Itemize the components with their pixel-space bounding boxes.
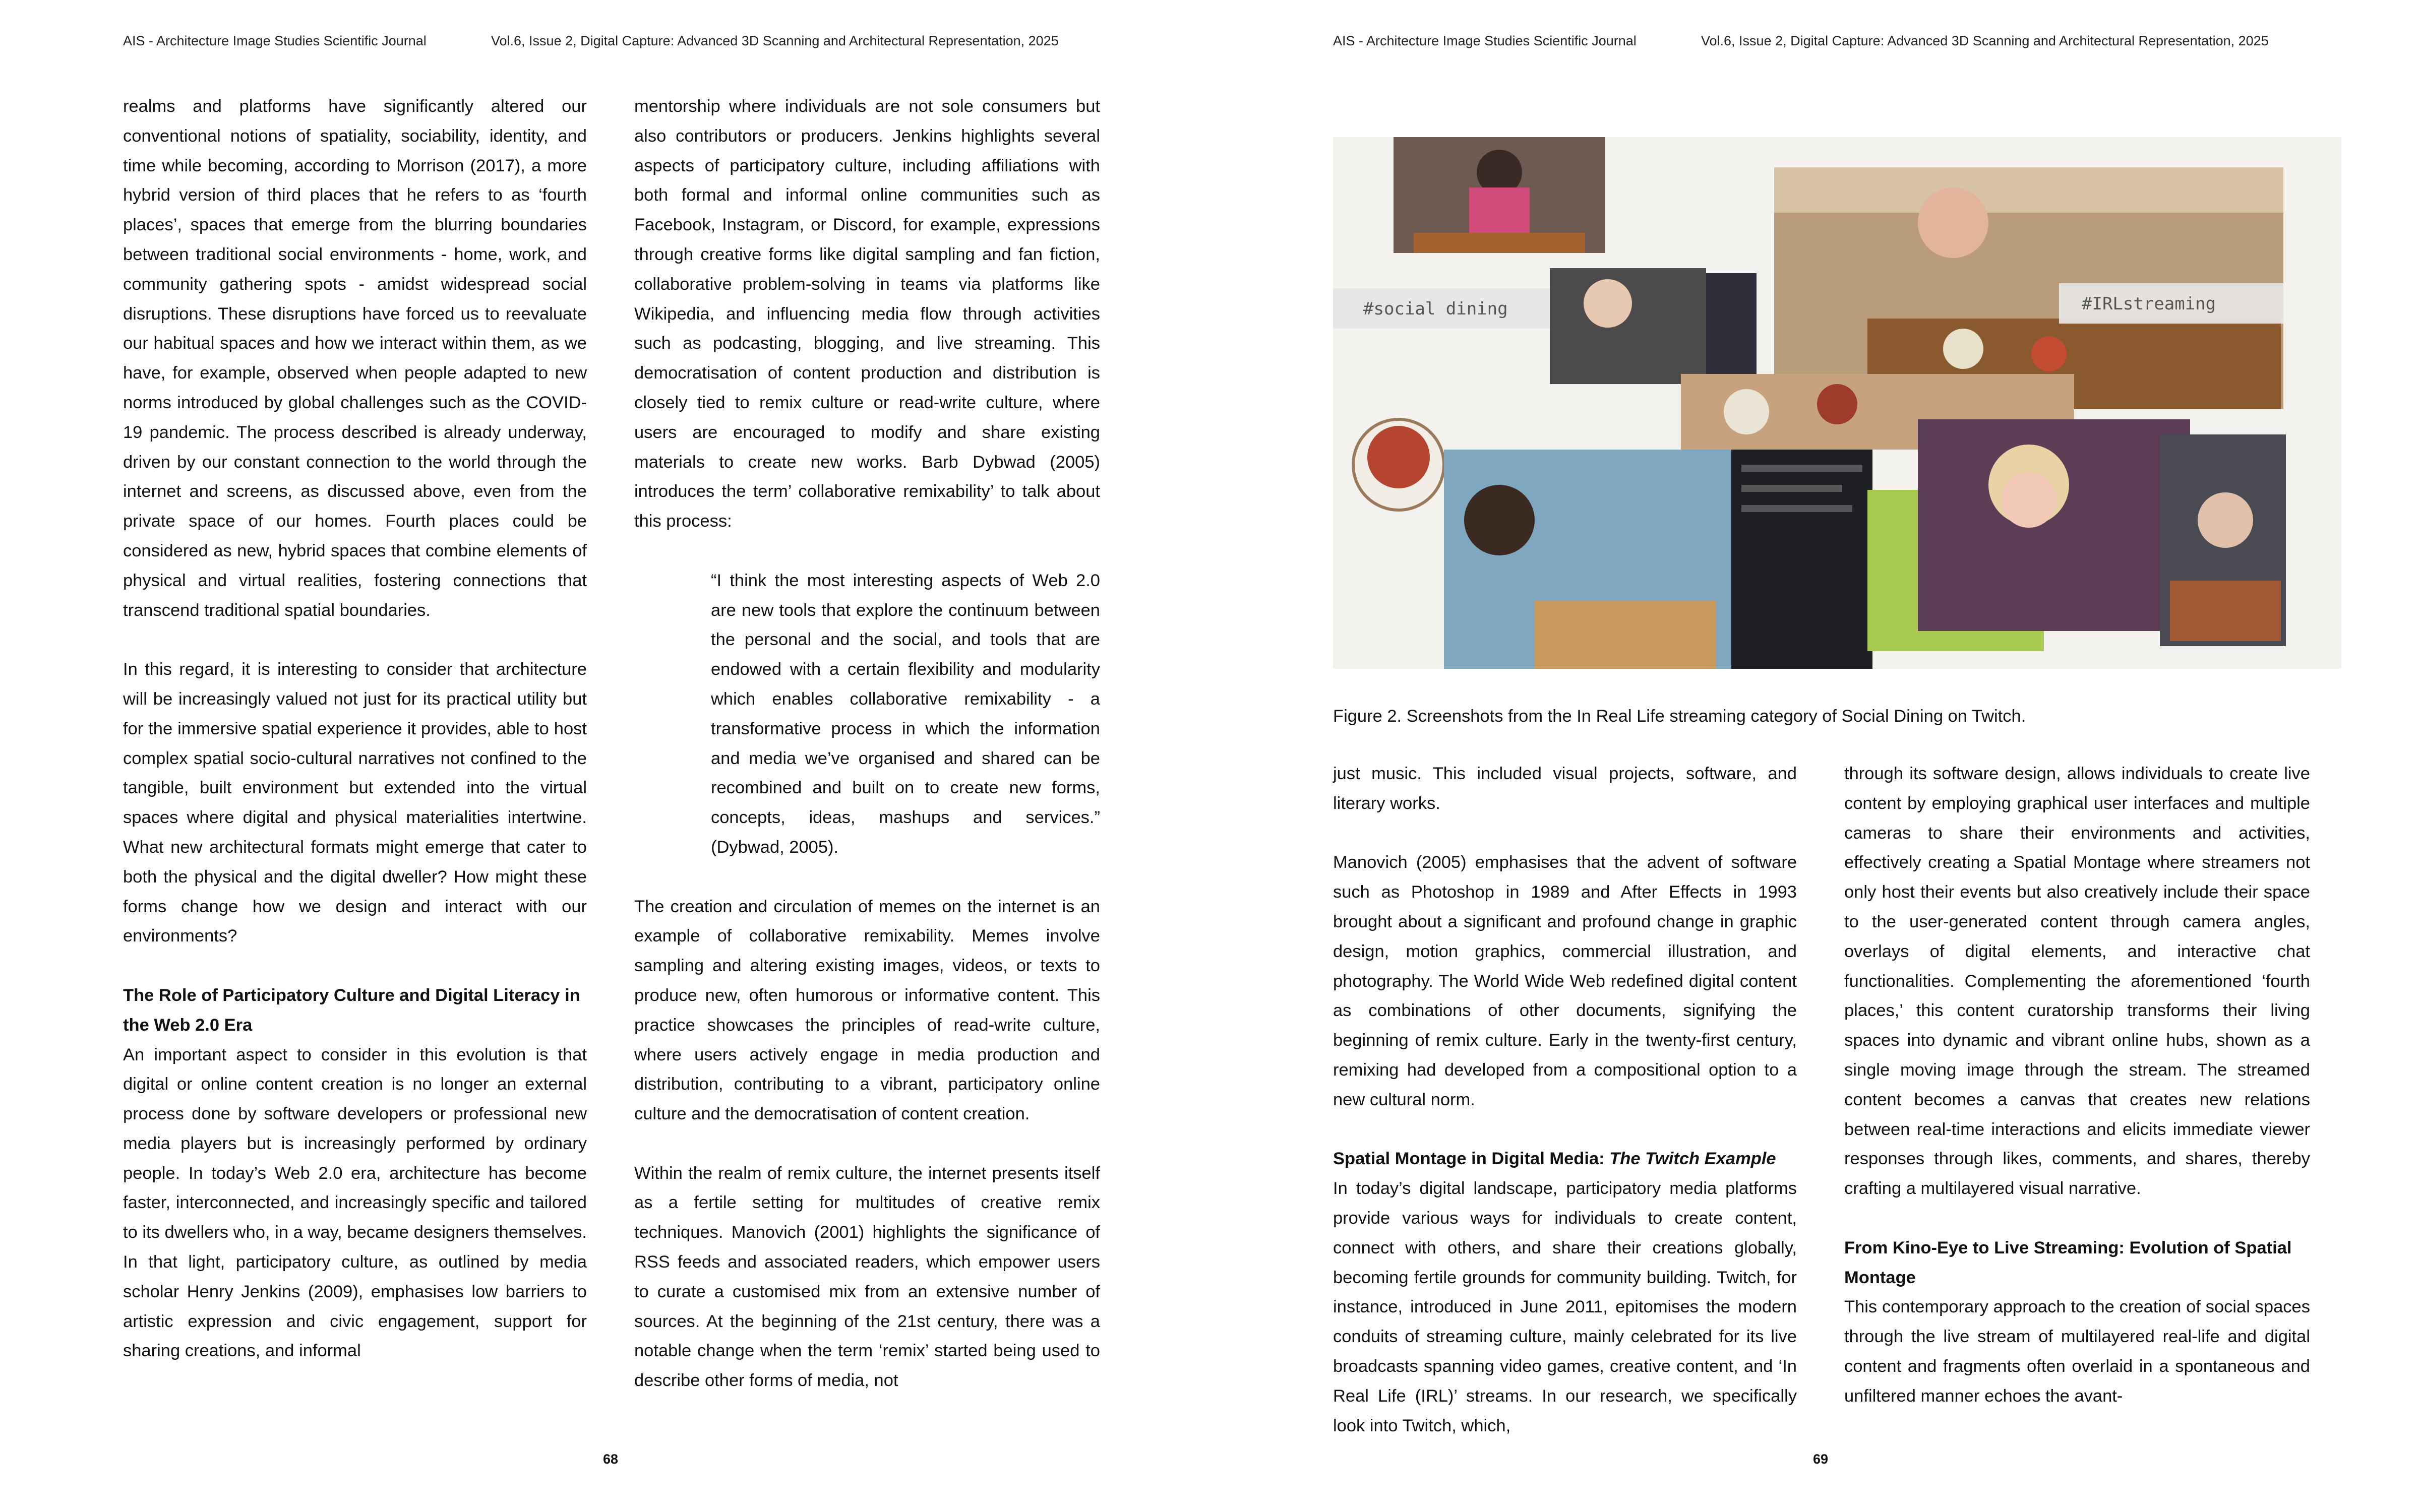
paragraph: In this regard, it is interesting to consider that architecture will be increasingly valued not just for its practical utility but for the immersive spatial experience it provides, able to host complex spatial socio-cultural narratives not confined to the tangible, built environment but extended into the virtual spaces where digital and physical materialities intertwine. What new architectural formats might emerge that cater to both the physical and the digital dweller? How might these forms change how we design and interact with our environments? [123,660,587,946]
heading-italic: The Twitch Example [1609,1149,1776,1169]
journal-title: AIS - Architecture Image Studies Scientific Journal [1333,33,1637,48]
running-header [123,33,1101,53]
issue-info: Vol.6, Issue 2, Digital Capture: Advanced 3D Scanning and Architectural Representation, 2025 [1701,33,2269,48]
paragraph: Manovich (2005) emphasises that the advent of software such as Photoshop in 1989 and After Effects in 1993 brought about a significant and profound change in graphic design, motion graphics, commercial illustration, and photography. The World Wide Web redefined digital content as combinations of other documents, signifying the beginning of remix culture. Early in the twenty-first century, remixing had developed from a compositional option to a new cultural norm. [1333,853,1797,1109]
paragraph: The creation and circulation of memes on the internet is an example of collaborative remixability. Memes involve sampling and altering existing images, videos, or texts to produce new, often humorous or informative content. This practice showcases the principles of read-write culture, where users actively engage in media production and distribution, contributing to a vibrant, participatory online culture and the democratisation of content creation. [634,897,1100,1124]
running-header [1333,33,2311,53]
issue-info: Vol.6, Issue 2, Digital Capture: Advanced 3D Scanning and Architectural Representation, 2025 [491,33,1059,48]
paragraph: This contemporary approach to the creation of social spaces through the live stream of multilayered real-life and digital content and fragments often overlaid in a spontaneous and unfiltered manner echoes the avant- [1844,1297,2310,1406]
paragraph: In today’s digital landscape, participatory media platforms provide various ways for individuals to create content, connect with others, and share their creations globally, becoming fertile grounds for community building. Twitch, for instance, introduced in June 2011, epitomises the modern conduits of streaming culture, mainly celebrated for its live broadcasts spanning video games, creative content, and ‘In Real Life (IRL)’ streams. In our research, we specifically look into Twitch, which, [1333,1179,1797,1435]
tag-irl-streaming: #IRLstreaming [2082,294,2216,314]
journal-title: AIS - Architecture Image Studies Scientific Journal [123,33,427,48]
page-number: 69 [1813,1452,1829,1467]
paragraph: realms and platforms have significantly altered our conventional notions of spatiality, sociability, identity, and time while becoming, according to Morrison (2017), a more hybrid version of third places that he refers to as ‘fourth places’, spaces that emerge from the blurring boundaries between traditional social environments - home, work, and community gathering spots - amidst widespread social disruptions. These disruptions have forced us to reevaluate our habitual spaces and how we interact within them, as we have, for example, observed when people adapted to new norms introduced by global challenges such as the COVID-19 pandemic. The process described is already underway, driven by our constant connection to the world through the internet and screens, as discussed above, even from the private space of our homes. Fourth places could be considered as new, hybrid spaces that combine elements of physical and virtual realities, fostering connections that transcend traditional spatial boundaries. [123,97,587,620]
right-column-1 [1333,759,1797,1440]
chat-panel [1731,450,1872,669]
paragraph: mentorship where individuals are not sole consumers but also contributors or producers. Jenkins highlights several aspects of participatory culture, including affiliations with both formal and informal online communities such as Facebook, Instagram, or Discord, for example, expressions through creative forms like digital sampling and fan fiction, collaborative problem-solving in teams via platforms like Wikipedia, and influencing media flow through activities such as podcasting, blogging, and live streaming. This democratisation of content production and distribution is closely tied to remix culture or read-write culture, where users are encouraged to modify and share existing materials to create new works. Barb Dybwad (2005) introduces the term’ collaborative remixability’ to talk about this process: [634,97,1100,531]
block-quote: “I think the most interesting aspects of Web 2.0 are new tools that explore the continuum between the personal and the social, and tools that are endowed with a certain flexibility and modularity which enables collaborative remixability - a transformative process in which the information and media we’ve organised and shared can be recombined and built on to create new forms, concepts, ideas, mashups and services.” (Dybwad, 2005). [711,571,1100,857]
photo-frame [1550,268,1706,384]
section-heading: The Role of Participatory Culture and Digital Literacy in the Web 2.0 Era [123,985,580,1035]
figure-collage [1333,137,2341,669]
paragraph: through its software design, allows individuals to create live content by employing graphical user interfaces and multiple cameras to share their environments and activities, effectively creating a Spatial Montage where streamers not only host their events but also creatively include their space to the user-generated content through camera angles, overlays of digital elements, and interactive chat functionalities. Complementing the aforementioned ‘fourth places,’ this content curatorship transforms their living spaces into dynamic and vibrant online hubs, shown as a single moving image through the stream. The streamed content becomes a canvas that creates new relations between real-time interactions and elicits immediate viewer responses through likes, comments, and shares, thereby crafting a multilayered visual narrative. [1844,764,2310,1199]
section-heading [1333,1144,1797,1174]
paragraph: An important aspect to consider in this evolution is that digital or online content creation is no longer an external process done by software developers or professional new media players but is increasingly performed by ordinary people. In today’s Web 2.0 era, architecture has become faster, interconnected, and increasingly specific and tailored to its dwellers who, in a way, became designers themselves. In that light, participatory culture, as outlined by media scholar Henry Jenkins (2009), emphasises low barriers to artistic expression and civic engagement, support for sharing creations, and informal [123,1045,587,1361]
section-heading: From Kino-Eye to Live Streaming: Evolution of Spatial Montage [1844,1238,2292,1287]
photo-frame [1918,419,2190,631]
paragraph: just music. This included visual projects, software, and literary works. [1333,764,1797,813]
figure-caption: Figure 2. Screenshots from the In Real Life streaming category of Social Dining on Twitch. [1333,707,2026,726]
tag-social-dining: #social dining [1363,299,1508,319]
page-number: 68 [603,1452,619,1467]
left-column-1 [123,92,587,1366]
right-column-2 [1844,759,2310,1411]
heading-plain: Spatial Montage in Digital Media: [1333,1149,1610,1169]
left-column-2 [634,92,1100,1396]
stream-screenshots-image [1333,137,2341,669]
right-page [1210,0,2420,1512]
paragraph: Within the realm of remix culture, the internet presents itself as a fertile setting for multitudes of creative remix techniques. Manovich (2001) highlights the significance of RSS feeds and associated readers, which empower users to curate a customised mix from an extensive number of sources. At the beginning of the 21st century, there was a notable change when the term ‘remix’ started being used to describe other forms of media, not [634,1163,1100,1391]
